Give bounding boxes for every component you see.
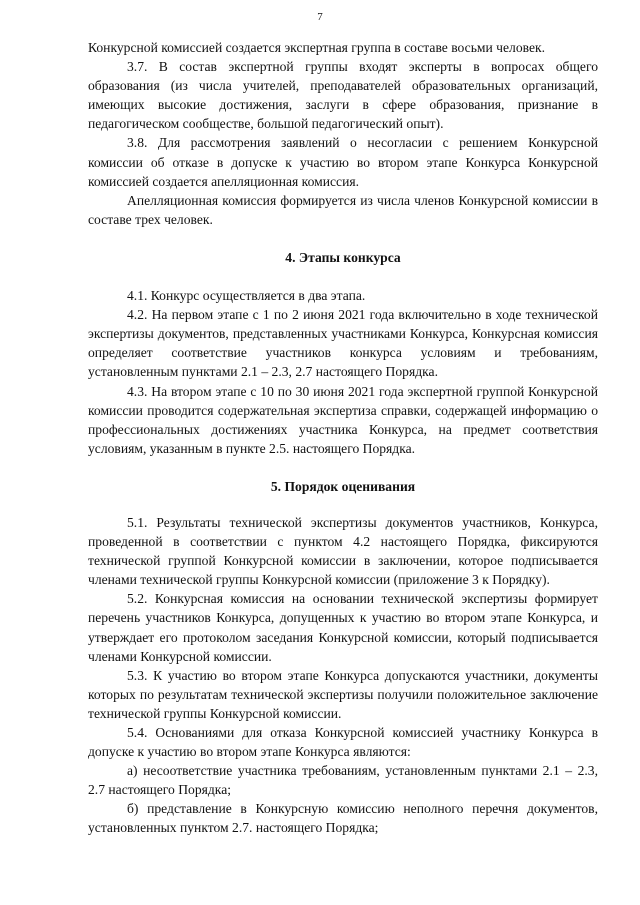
paragraph: 5.4. Основаниями для отказа Конкурсной комиссией участнику Конкурса в допуске к участию во втором этапе Конкурса являются: [88,725,598,760]
section-heading: 4. Этапы конкурса [285,249,401,265]
paragraph: 5.1. Результаты технической экспертизы документов участников, Конкурса, проведенной в соответствии с пунктом 4.2 настоящего Порядка, фиксируются технической группой Конкурсной комиссии в заключении, которое подписывается членами технической группы Конкурсной комиссии (приложение 3 к Порядку). [88,514,598,588]
paragraph: 5.2. Конкурсная комиссия на основании технической экспертизы формирует перечень участников Конкурса, допущенных к участию во втором этапе Конкурса, и утверждает его протоколом заседания Конкурсной комиссии, который подписывается членами Конкурсной комиссии. [88,591,598,664]
page-number: 7 [317,11,323,23]
paragraph: б) представление в Конкурсную комиссию неполного перечня документов, установленных пунктом 2.7. настоящего Порядка; [88,801,598,836]
paragraph: 3.8. Для рассмотрения заявлений о несогласии с решением Конкурсной комиссии об отказе в допуске к участию во втором этапе Конкурса Конкурсной комиссией создается апелляционная комиссия. [88,135,598,189]
paragraph: 4.3. На втором этапе с 10 по 30 июня 2021 года экспертной группой Конкурсной комиссии проводится содержательная экспертиза справки, содержащей информацию о профессиональных достижениях участника Конкурса, на предмет соответствия условиям, указанным в пункте 2.5. настоящего Порядка. [88,383,598,456]
paragraph: 5.3. К участию во втором этапе Конкурса допускаются участники, документы которых по результатам технической экспертизы получили положительное заключение технической группы Конкурсной комиссии. [88,667,598,721]
paragraph: Конкурсной комиссией создается экспертная группа в составе восьми человек. [88,40,546,55]
paragraph: Апелляционная комиссия формируется из числа членов Конкурсной комиссии в составе трех человек. [88,192,598,227]
document-body [88,38,598,838]
paragraph: а) несоответствие участника требованиям, установленным пунктами 2.1 – 2.3, 2.7 настоящего Порядка; [88,763,598,798]
paragraph: 3.7. В состав экспертной группы входят эксперты в вопросах общего образования (из числа учителей, преподавателей образовательных организаций, имеющих высокие достижения, заслуги в сфере образования, признание в педагогическом сообществе, большой педагогический опыт). [88,59,598,132]
section-heading: 5. Порядок оценивания [270,478,416,494]
paragraph: 4.1. Конкурс осуществляется в два этапа. [127,288,366,304]
paragraph: 4.2. На первом этапе с 1 по 2 июня 2021 года включительно в ходе технической экспертизы документов, представленных участниками Конкурса, Конкурсная комиссия определяет соответствие участников конкурса условиям и требованиям, установленным пунктами 2.1 – 2.3, 2.7 настоящего Порядка. [88,307,598,380]
